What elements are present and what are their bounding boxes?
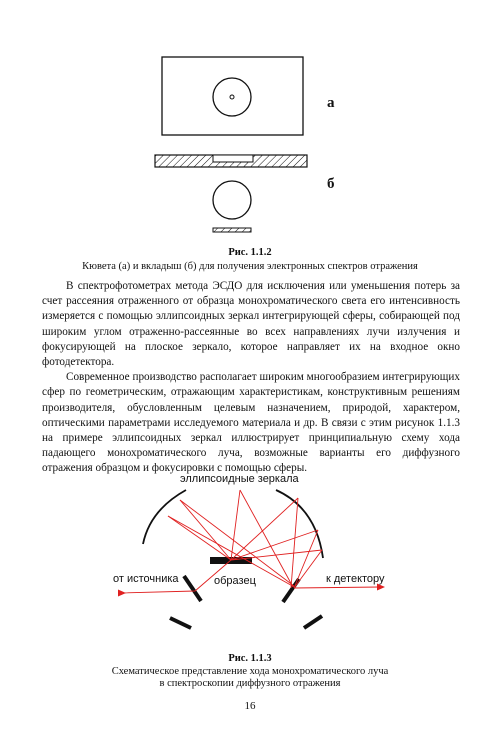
integrating-sphere-diagram — [0, 470, 500, 650]
cuvette-well — [213, 78, 251, 116]
body-text — [42, 279, 460, 477]
ellipsoid-mirror-right — [276, 490, 323, 558]
label-to-detector: к детектору — [326, 573, 385, 585]
label-sample: образец — [214, 575, 256, 587]
ellipsoid-mirror-left — [143, 490, 186, 544]
cuvette-body — [162, 57, 303, 135]
insert-disc — [213, 181, 251, 219]
paragraph-1: В спектрофотометрах метода ЭСДО для исключения или уменьшения потерь за счет рассеяния отраженного от образца монохроматического света его интенсивность измеряется с помощью эллипсоидных зеркал интегрирующей сферы, собирающей под широким углом отраженно-рассеянные во всех направлениях лучи излучения и фокусирующей на плоское зеркало, которое направляет их на входное окно фотодетектора. — [42, 280, 460, 369]
figure-label-b: б — [327, 176, 335, 192]
cuvette-section-recess — [213, 155, 253, 162]
figure2-caption-line1: Схематическое представление хода монохроматического луча — [111, 666, 389, 677]
label-from-source: от источника — [113, 573, 179, 585]
cuvette-figure — [0, 0, 500, 240]
figure2-caption-line2: в спектроскопии диффузного отражения — [159, 678, 341, 689]
paragraph-2: Современное производство располагает широким многообразием интегрирующих сфер по геометрическим, отражающим характеристикам, конструктивным решениям производителя, обусловленным целевым назначением, природой, характером, оптическими параметрами исследуемого материала и др. В связи с этим рисунок 1.1.3 на примере эллипсоидных зеркал иллюстрирует принципиальную схему хода падающего монохроматического луча, возможные варианты его диффузного отражения образцом и фокусировки с помощью сферы. — [42, 371, 460, 475]
insert-section — [213, 228, 251, 232]
label-ellipsoid-mirrors: эллипсоидные зеркала — [180, 473, 299, 485]
page-number: 16 — [244, 700, 256, 712]
flat-mirror-right-lower — [304, 616, 322, 628]
flat-mirror-left-lower — [170, 618, 191, 628]
cuvette-center-dot — [230, 95, 234, 99]
figure1-caption-text: Кювета (а) и вкладыш (б) для получения электронных спектров отражения — [82, 261, 418, 272]
figure-label-a: а — [327, 95, 335, 111]
figure1-caption-title: Рис. 1.1.2 — [228, 247, 272, 258]
figure2-caption-title: Рис. 1.1.3 — [228, 653, 272, 664]
